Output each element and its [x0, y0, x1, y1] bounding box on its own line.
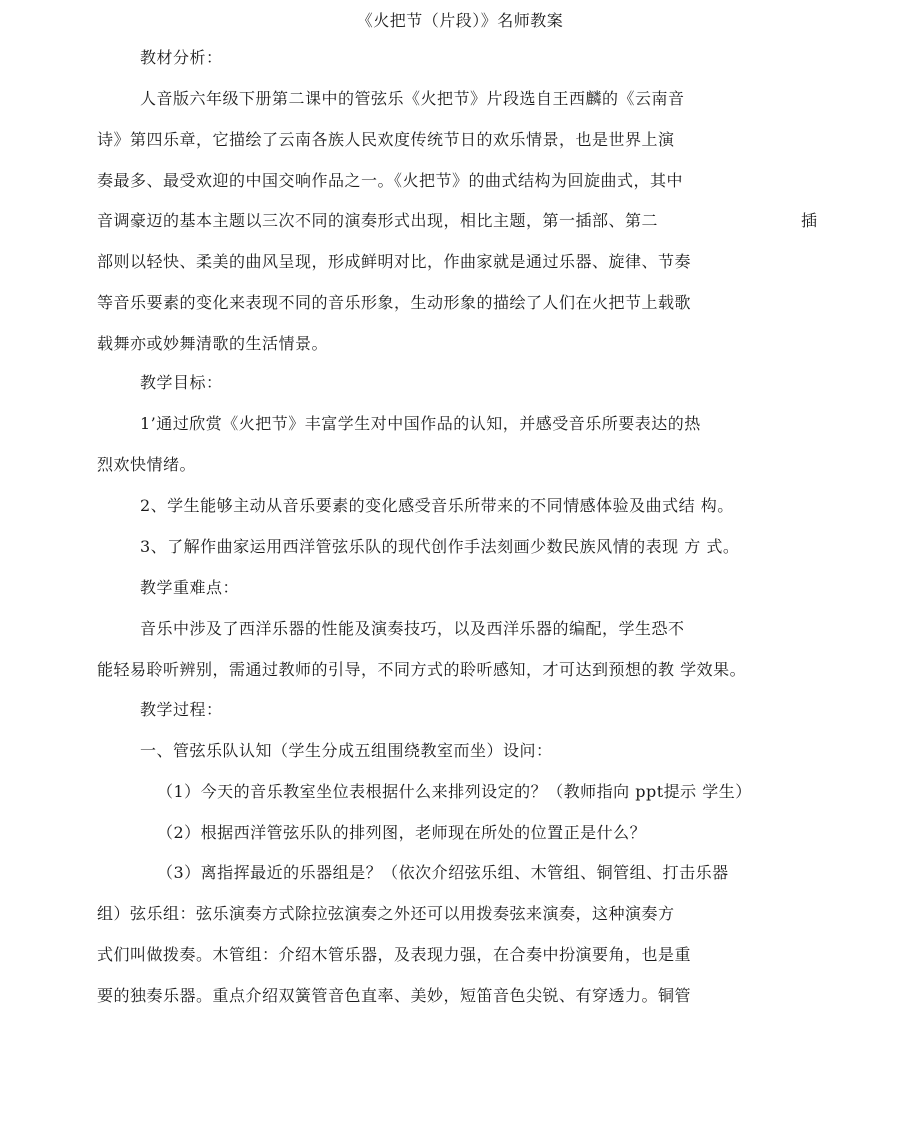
section-heading-analysis: 教材分析： — [140, 48, 223, 67]
paragraph-line: 音乐中涉及了西洋乐器的性能及演奏技巧，以及西洋乐器的编配，学生恐不 — [140, 619, 685, 638]
goal-item-1-cont: 烈欢快情绪。 — [97, 455, 197, 474]
goal-item-1: 1’通过欣赏《火把节》丰富学生对中国作品的认知，并感受音乐所要表达的热 — [140, 414, 701, 433]
paragraph-line: 式们叫做拨奏。木管组：介绍木管乐器，及表现力强，在合奏中扮演要角，也是重 — [97, 945, 692, 964]
section-heading-difficulties: 教学重难点： — [140, 578, 240, 597]
paragraph-line: 组）弦乐组：弦乐演奏方式除拉弦演奏之外还可以用拨奏弦来演奏，这种演奏方 — [97, 904, 675, 923]
paragraph-line: 部则以轻快、柔美的曲风呈现，形成鲜明对比，作曲家就是通过乐器、旋律、节奏 — [97, 252, 692, 271]
goal-item-2: 2、学生能够主动从音乐要素的变化感受音乐所带来的不同情感体验及曲式结 构。 — [140, 496, 734, 515]
paragraph-line: 奏最多、最受欢迎的中国交响作品之一。《火把节》的曲式结构为回旋曲式，其中 — [97, 171, 684, 190]
process-question-2: （2）根据西洋管弦乐队的排列图，老师现在所处的位置正是什么？ — [157, 823, 647, 842]
section-heading-process: 教学过程： — [140, 700, 223, 719]
paragraph-line: 要的独奏乐器。重点介绍双簧管音色直率、美妙，短笛音色尖锐、有穿透力。铜管 — [97, 986, 692, 1005]
document-title: 《火把节（片段）》名师教案 — [356, 11, 564, 30]
section-heading-goals: 教学目标： — [140, 373, 223, 392]
process-question-3: （3）离指挥最近的乐器组是？（依次介绍弦乐组、木管组、铜管组、打击乐器 — [157, 863, 729, 882]
paragraph-line: 音调豪迈的基本主题以三次不同的演奏形式出现，相比主题，第一插部、第二 — [97, 211, 659, 230]
paragraph-line: 等音乐要素的变化来表现不同的音乐形象，生动形象的描绘了人们在火把节上载歌 — [97, 293, 692, 312]
process-step-1: 一、管弦乐队认知（学生分成五组围绕教室而坐）设问： — [140, 741, 553, 760]
paragraph-line: 人音版六年级下册第二课中的管弦乐《火把节》片段选自王西麟的《云南音 — [140, 89, 685, 108]
process-question-1: （1）今天的音乐教室坐位表根据什么来排列设定的？（教师指向 ppt提示 学生） — [157, 782, 752, 801]
goal-item-3: 3、了解作曲家运用西洋管弦乐队的现代创作手法刻画少数民族风情的表现 方 式。 — [140, 537, 740, 556]
paragraph-line: 能轻易聆听辨别，需通过教师的引导，不同方式的聆听感知，才可达到预想的教 学效果。 — [97, 660, 747, 679]
paragraph-line: 诗》第四乐章，它描绘了云南各族人民欢度传统节日的欢乐情景，也是世界上演 — [97, 130, 675, 149]
paragraph-trailing-char: 插 — [801, 211, 818, 230]
paragraph-line: 载舞亦或妙舞清歌的生活情景。 — [97, 334, 329, 353]
